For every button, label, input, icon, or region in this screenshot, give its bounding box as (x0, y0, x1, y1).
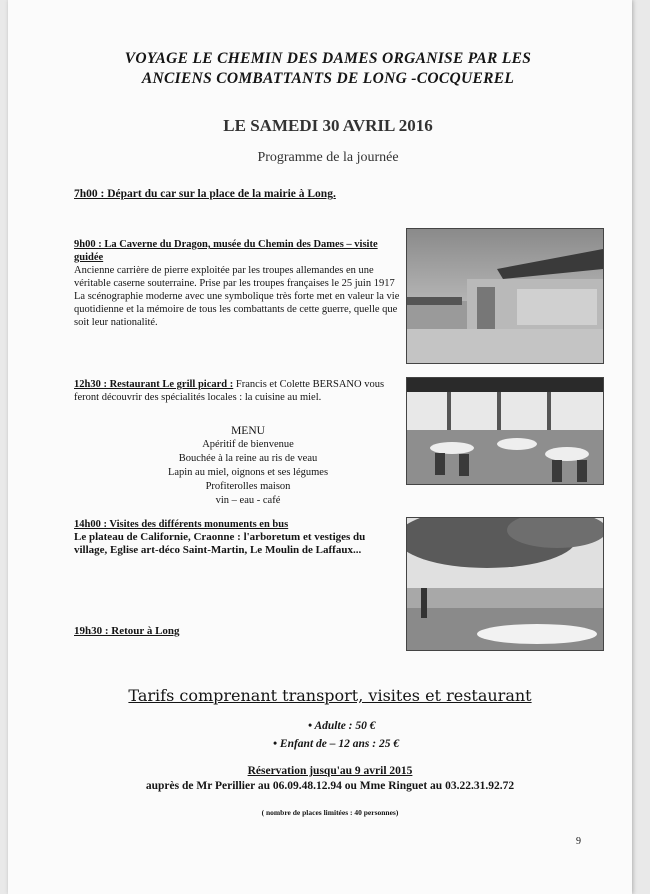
reservation-contacts: auprès de Mr Perillier au 06.09.48.12.94 ou Mme Ringuet au 03.22.31.92.72 (145, 780, 515, 792)
program-subtitle: Programme de la journée (257, 150, 399, 165)
menu-item: Lapin au miel, oignons et ses légumes (167, 467, 329, 478)
page-number: 9 (576, 836, 581, 847)
menu-list (128, 424, 368, 508)
cave-heading: 9h00 : La Caverne du Dragon, musée du Chemin des Dames – visite guidée (74, 239, 378, 263)
restaurant-heading: 12h30 : Restaurant Le grill picard : (74, 379, 234, 390)
menu-item: vin – eau - café (215, 495, 281, 506)
pricing-title: Tarifs comprenant transport, visites et restaurant (128, 686, 532, 705)
menu-title: MENU (231, 425, 265, 437)
reservation-info (68, 764, 592, 794)
visits-description: Le plateau de Californie, Craonne : l'arboretum et vestiges du village, Eglise art-déco Saint-Martin, Le Moulin de Laffaux... (74, 531, 366, 556)
cave-section (74, 238, 404, 329)
menu-item: Profiterolles maison (205, 481, 291, 492)
menu-item: Apéritif de bienvenue (202, 439, 294, 450)
cave-description: Ancienne carrière de pierre exploitée par les troupes allemandes en une véritable caserne souterraine. Prise par les troupes françaises le 25 juin 1917 La scénographie moderne avec une symbolique très forte met en valeur la vie quotidienne et la mémoire de tous les combattants de cette guerre, quelle que soit leur nationalité. (74, 265, 400, 328)
plateau-photo (406, 517, 604, 651)
document-page (8, 0, 632, 894)
child-price-text: Enfant de – 12 ans : 25 € (279, 738, 400, 750)
visits-section (74, 518, 399, 557)
child-price: • Enfant de – 12 ans : 25 € (273, 738, 400, 750)
event-date: LE SAMEDI 30 AVRIL 2016 (223, 116, 433, 135)
cave-museum-photo (406, 228, 604, 364)
visits-heading: 14h00 : Visites des différents monuments en bus (74, 519, 289, 530)
restaurant-description: Francis et Colette BERSANO vous feront découvrir des spécialités locales : la cuisine au miel. (74, 379, 385, 403)
menu-item: Bouchée à la reine au ris de veau (178, 453, 318, 464)
places-note: ( nombre de places limitées : 40 personnes) (261, 808, 399, 817)
reservation-deadline: Réservation jusqu'au 9 avril 2015 (247, 765, 413, 777)
title-line-1: VOYAGE LE CHEMIN DES DAMES ORGANISE PAR LES (124, 50, 532, 67)
restaurant-section (74, 378, 399, 404)
adult-price-text: Adulte : 50 € (314, 720, 376, 732)
return-line: 19h30 : Retour à Long (74, 625, 180, 637)
restaurant-photo (406, 377, 604, 485)
departure-line: 7h00 : Départ du car sur la place de la mairie à Long. (74, 188, 336, 200)
adult-price: • Adulte : 50 € (308, 720, 376, 732)
title-line-2: ANCIENS COMBATTANTS DE LONG -COCQUEREL (141, 70, 515, 87)
